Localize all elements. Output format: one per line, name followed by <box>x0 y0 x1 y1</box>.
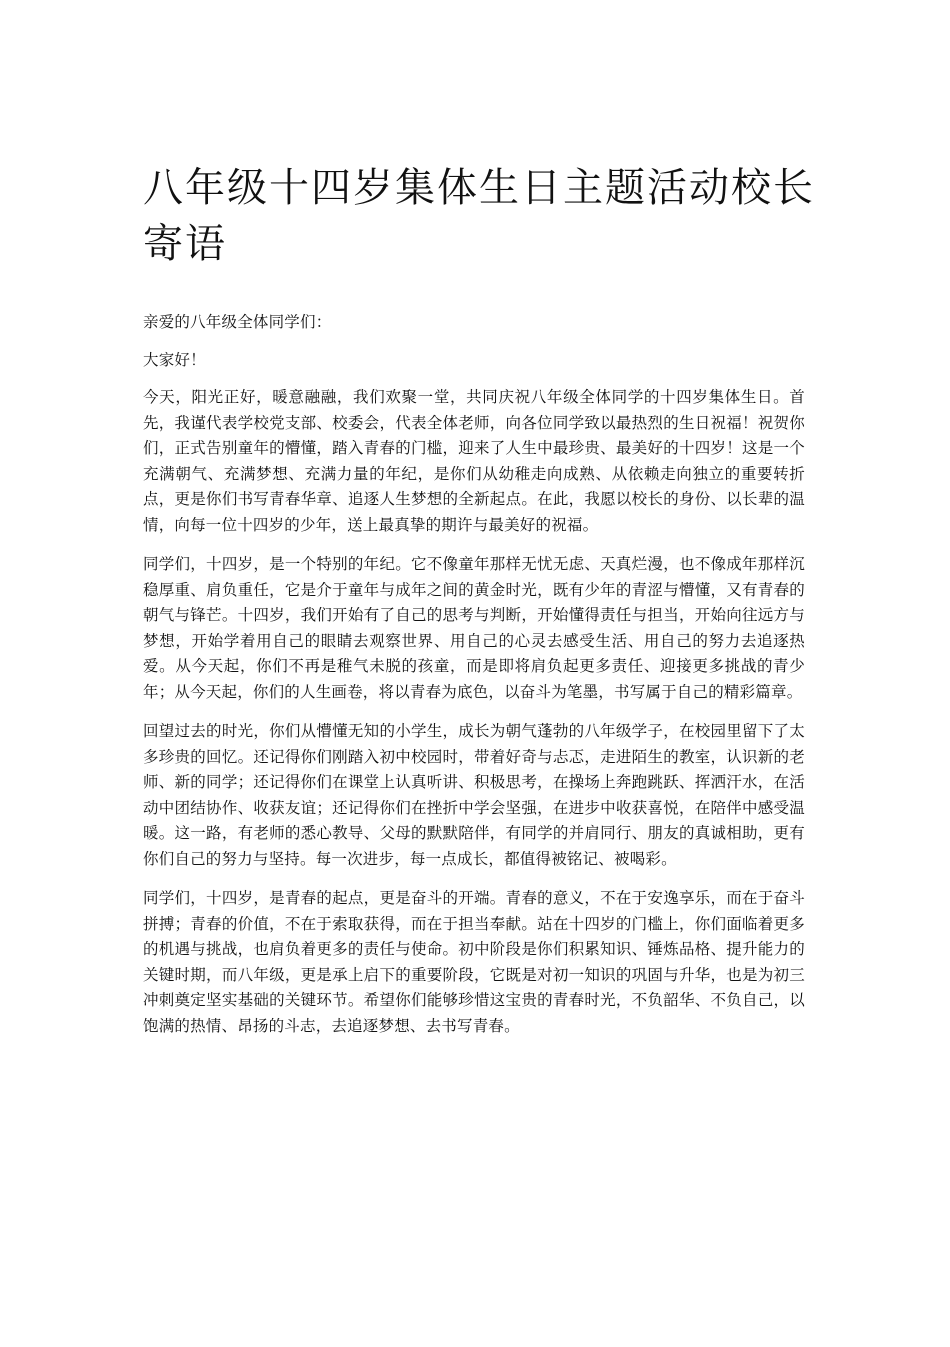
salutation: 亲爱的八年级全体同学们： <box>143 313 332 331</box>
body-paragraph: 今天，阳光正好，暖意融融，我们欢聚一堂，共同庆祝八年级全体同学的十四岁集体生日。首先，我谨代表学校党支部、校委会，代表全体老师，向各位同学致以最热烈的生日祝福！祝贺你们，正式告别童年的懵懂，踏入青春的门槛，迎来了人生中最珍贵、最美好的十四岁！这是一个充满朝气、充满梦想、充满力量的年纪，是你们从幼稚走向成熟、从依赖走向独立的重要转折点，更是你们书写青春华章、追逐人生梦想的全新起点。在此，我愿以校长的身份、以长辈的温情，向每一位十四岁的少年，送上最真挚的期许与最美好的祝福。 <box>143 388 805 534</box>
greeting: 大家好！ <box>143 350 206 369</box>
document-title: 八年级十四岁集体生日主题活动校长寄语 <box>143 165 815 267</box>
body-paragraph: 同学们，十四岁，是一个特别的年纪。它不像童年那样无忧无虑、天真烂漫，也不像成年那样沉稳厚重、肩负重任，它是介于童年与成年之间的黄金时光，既有少年的青涩与懵懂，又有青春的朝气与锋芒。十四岁，我们开始有了自己的思考与判断，开始懂得责任与担当，开始向往远方与梦想，开始学着用自己的眼睛去观察世界、用自己的心灵去感受生活、用自己的努力去追逐热爱。从今天起，你们不再是稚气未脱的孩童，而是即将肩负起更多责任、迎接更多挑战的青少年；从今天起，你们的人生画卷，将以青春为底色，以奋斗为笔墨，书写属于自己的精彩篇章。 <box>143 555 805 701</box>
body-paragraph: 回望过去的时光，你们从懵懂无知的小学生，成长为朝气蓬勃的八年级学子，在校园里留下了太多珍贵的回忆。还记得你们刚踏入初中校园时，带着好奇与忐忑，走进陌生的教室，认识新的老师、新的同学；还记得你们在课堂上认真听讲、积极思考，在操场上奔跑跳跃、挥洒汗水，在活动中团结协作、收获友谊；还记得你们在挫折中学会坚强，在进步中收获喜悦，在陪伴中感受温暖。这一路，有老师的悉心教导、父母的默默陪伴，有同学的并肩同行、朋友的真诚相助，更有你们自己的努力与坚持。每一次进步，每一点成长，都值得被铭记、被喝彩。 <box>143 722 805 868</box>
body-paragraph: 同学们，十四岁，是青春的起点，更是奋斗的开端。青春的意义，不在于安逸享乐，而在于奋斗拼搏；青春的价值，不在于索取获得，而在于担当奉献。站在十四岁的门槛上，你们面临着更多的机遇与挑战，也肩负着更多的责任与使命。初中阶段是你们积累知识、锤炼品格、提升能力的关键时期，而八年级，更是承上启下的重要阶段，它既是对初一知识的巩固与升华，也是为初三冲刺奠定坚实基础的关键环节。希望你们能够珍惜这宝贵的青春时光，不负韶华、不负自己，以饱满的热情、昂扬的斗志，去追逐梦想、去书写青春。 <box>143 889 805 1035</box>
document-body <box>143 310 805 1053</box>
